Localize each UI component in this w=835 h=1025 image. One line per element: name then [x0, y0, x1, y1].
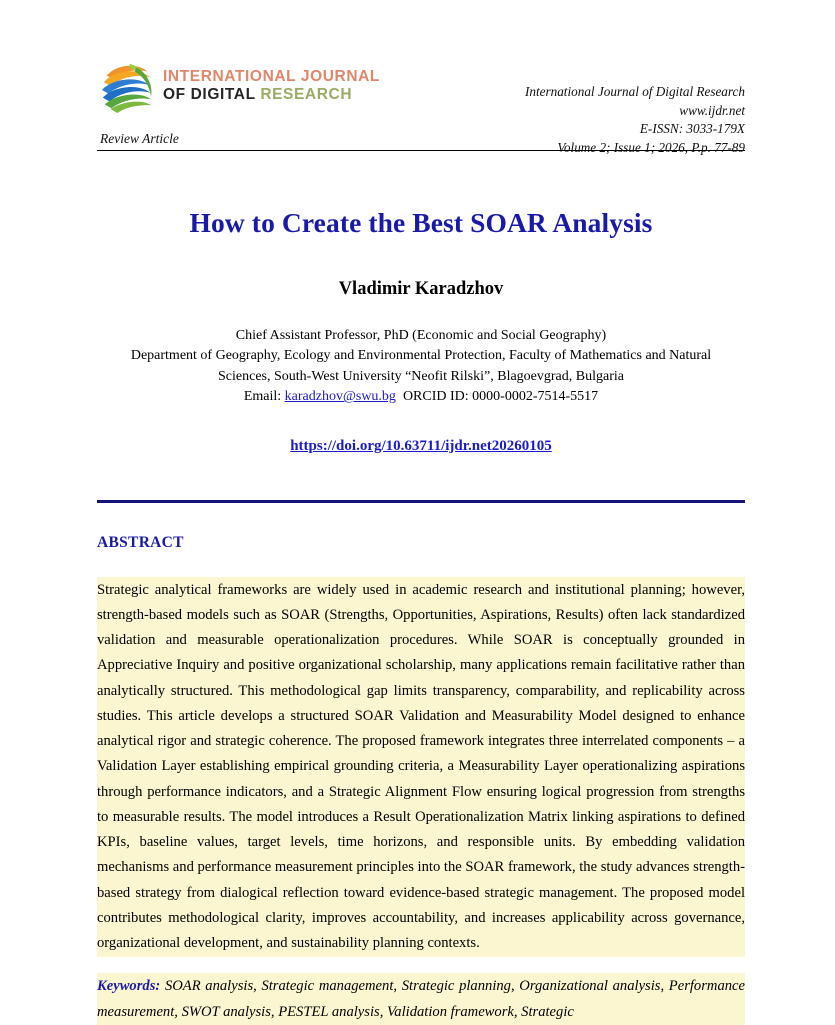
email-label: Email: — [243, 389, 282, 405]
affiliation-line-1: Chief Assistant Professor, PhD (Economic and Social Geography) — [235, 328, 607, 343]
abstract-heading: ABSTRACT — [97, 533, 184, 551]
keywords-label: Keywords: — [97, 978, 161, 995]
journal-website: www.ijdr.net — [679, 102, 745, 118]
doi-container — [97, 437, 745, 455]
logo-line-two — [163, 86, 352, 103]
doi-link[interactable]: https://doi.org/10.63711/ijdr.net20260105 — [290, 437, 552, 454]
logo-line-one: INTERNATIONAL JOURNAL — [163, 68, 380, 86]
keywords-block — [97, 973, 745, 1024]
page-content — [97, 0, 745, 1025]
journal-name: International Journal of Digital Research — [524, 84, 745, 99]
contact-line — [97, 387, 745, 407]
author-email-link[interactable]: karadzhov@swu.bg — [284, 389, 396, 405]
abstract-section-divider — [97, 500, 745, 503]
journal-eissn: E-ISSN: 3033-179X — [639, 121, 745, 137]
abstract-text: Strategic analytical frameworks are widely used in academic research and institutional planning; however, strength-based models such as SOAR (Strengths, Opportunities, Aspirations, Results) often lack standardized validation and measurable operationalization procedures. While SOAR is conceptually grounded in Appreciative Inquiry and positive organizational scholarship, many applications remain facilitative rather than analytically structured. This methodological gap limits transparency, comparability, and replicability across studies. This article develops a structured SOAR Validation and Measurability Model designed to enhance analytical rigor and strategic coherence. The proposed framework integrates three interrelated components – a Validation Layer establishing empirical grounding criteria, a Measurability Layer operationalizing aspirations through performance indicators, and a Strategic Alignment Flow ensuring logical progression from strengths to measurable results. The model introduces a Result Operationalization Matrix linking aspirations to defined KPIs, baseline values, target levels, time horizons, and responsible units. By embedding validation mechanisms and performance measurement principles into the SOAR framework, the study advances strength-based strategy from dialogical reflection toward evidence-based strategic management. The proposed model contributes methodological clarity, improves accountability, and increases applicability across governance, organizational development, and sustainability planning contexts. — [97, 577, 745, 958]
globe-swoosh-logo-icon — [97, 58, 155, 114]
affiliation-line-2: Department of Geography, Ecology and Environmental Protection, Faculty of Mathematics and Natural — [130, 348, 712, 364]
journal-logo-text — [163, 68, 380, 104]
article-type-label: Review Article — [100, 131, 179, 146]
article-title: How to Create the Best SOAR Analysis — [189, 207, 653, 238]
logo-line-two-green: RESEARCH — [260, 86, 353, 103]
author-orcid: ORCID ID: 0000-0002-7514-5517 — [402, 389, 599, 405]
author-affiliation — [97, 326, 745, 408]
journal-volume-issue: Volume 2; Issue 1; 2026, P.p. 77-89 — [557, 140, 745, 156]
logo-line-two-dark: OF DIGITAL — [163, 86, 256, 103]
article-author: Vladimir Karadzhov — [338, 279, 504, 299]
affiliation-line-3: Sciences, South-West University “Neofit Rilski”, Blagoevgrad, Bulgaria — [218, 368, 624, 384]
journal-masthead — [97, 58, 745, 156]
journal-metadata — [525, 83, 745, 158]
journal-logo — [97, 58, 380, 114]
keywords-text: SOAR analysis, Strategic management, Strategic planning, Organizational analysis, Performance measurement, SWOT analysis, PESTEL analysis, Validation framework, Strategic — [97, 978, 745, 1020]
